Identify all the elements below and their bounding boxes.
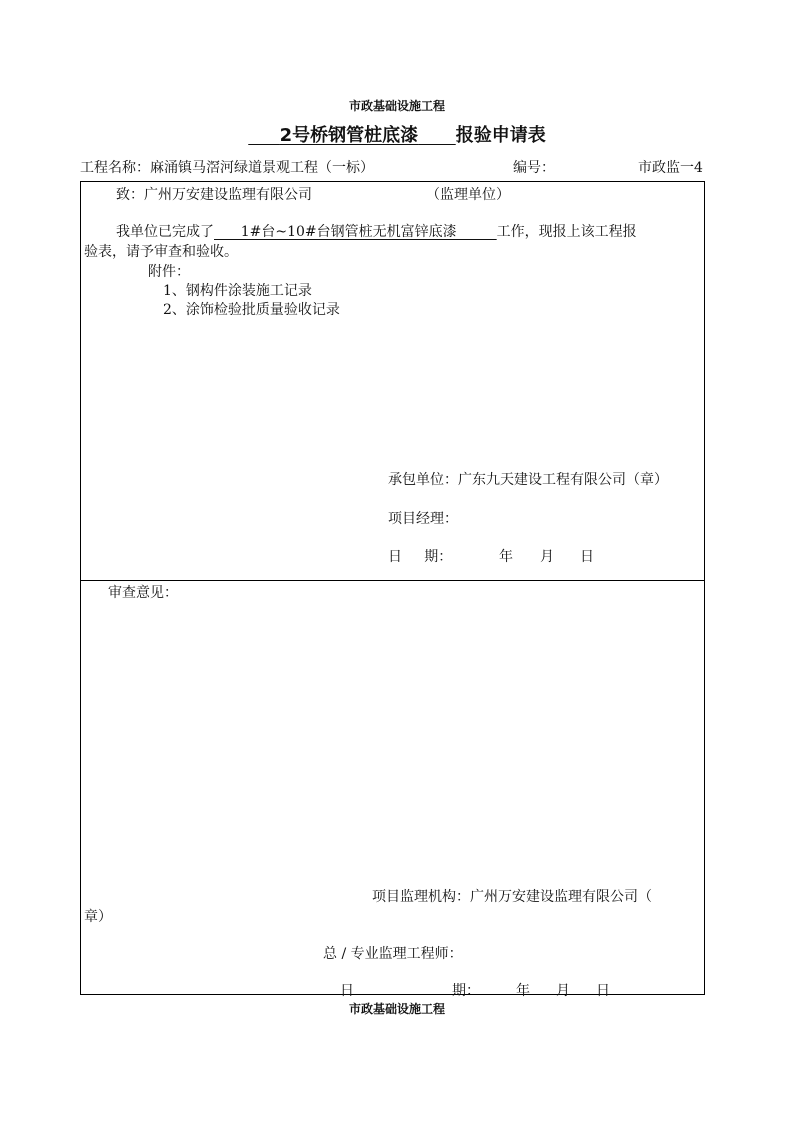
agency-value: 广州万安建设监理有限公司（ bbox=[470, 889, 652, 905]
title-blank-lead bbox=[248, 125, 279, 146]
supervision-agency-row bbox=[372, 886, 652, 906]
addressee-row bbox=[116, 184, 312, 204]
project-manager-label: 项目经理： bbox=[388, 511, 458, 527]
org-header: 市政基础设施工程 bbox=[348, 99, 445, 113]
review-date-year: 年 bbox=[516, 983, 530, 999]
number-value: 市政监一4 bbox=[638, 160, 703, 176]
addressee-suffix: （监理单位） bbox=[426, 187, 510, 203]
supervising-engineer-label: 总 / 专业监理工程师： bbox=[323, 946, 463, 962]
agency-label: 项目监理机构： bbox=[372, 889, 470, 905]
review-date-label-b: 期： bbox=[452, 983, 480, 999]
title-filled-subject: 2号桥钢管桩底漆 bbox=[279, 125, 419, 146]
project-name-row bbox=[80, 157, 374, 177]
contractor-label: 承包单位： bbox=[388, 472, 458, 488]
contractor-row bbox=[388, 469, 668, 489]
application-date-label: 日 期： bbox=[388, 549, 453, 565]
review-opinion-label: 审查意见： bbox=[108, 585, 178, 601]
body-after: 工作，现报上该工程报 bbox=[496, 224, 637, 240]
agency-seal-text: 章） bbox=[84, 909, 112, 925]
title-blank-trail bbox=[418, 125, 456, 146]
project-label: 工程名称： bbox=[80, 160, 150, 176]
attachments-label: 附件： bbox=[148, 264, 190, 280]
application-date-day: 日 bbox=[580, 549, 594, 565]
application-body-line2: 验表，请予审查和验收。 bbox=[84, 244, 238, 260]
completed-work: 1#台~10#台钢管桩无机富锌底漆 bbox=[214, 224, 497, 240]
project-name: 麻涌镇马滘河绿道景观工程（一标） bbox=[150, 160, 374, 176]
section-divider bbox=[80, 580, 705, 581]
contractor-value: 广东九天建设工程有限公司（章） bbox=[458, 472, 668, 488]
addressee-value: 广州万安建设监理有限公司 bbox=[144, 187, 312, 203]
review-date-month: 月 bbox=[556, 983, 570, 999]
addressee-prefix: 致： bbox=[116, 187, 144, 203]
attachment-item: 2、涂饰检验批质量验收记录 bbox=[163, 302, 340, 318]
attachment-item: 1、钢构件涂装施工记录 bbox=[163, 283, 312, 299]
number-label: 编号： bbox=[513, 160, 555, 176]
application-date-year: 年 bbox=[499, 549, 513, 565]
application-body-line1 bbox=[116, 221, 637, 241]
form-title bbox=[0, 121, 794, 147]
title-suffix: 报验申请表 bbox=[455, 125, 546, 146]
body-lead: 我单位已完成了 bbox=[116, 224, 214, 240]
review-date-day: 日 bbox=[596, 983, 610, 999]
review-date-label-a: 日 bbox=[340, 983, 354, 999]
org-footer: 市政基础设施工程 bbox=[348, 1002, 445, 1016]
application-date-month: 月 bbox=[540, 549, 554, 565]
